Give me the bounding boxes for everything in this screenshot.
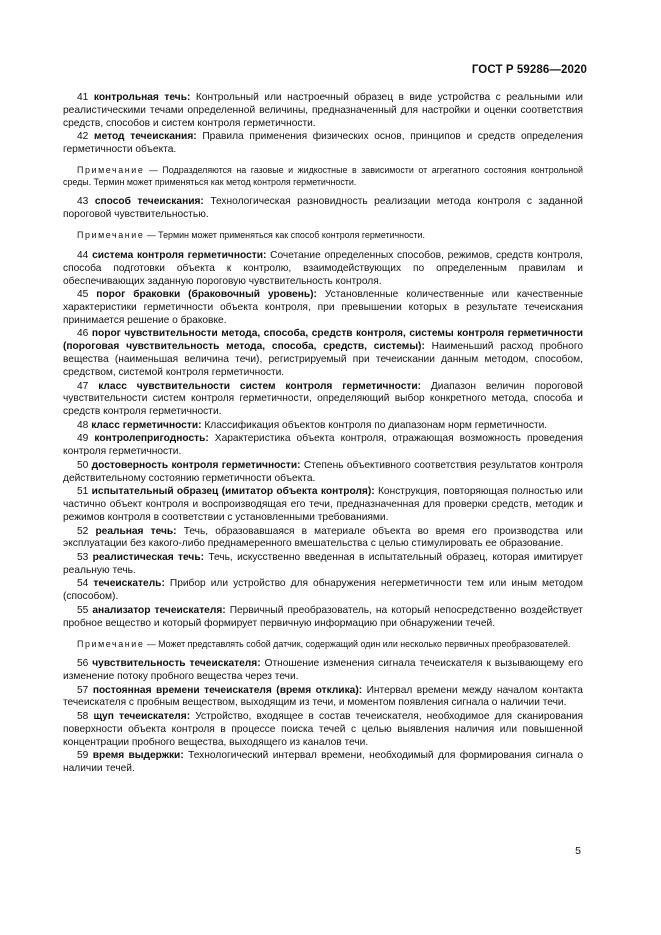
note (63, 165, 583, 188)
term-number: 44 (77, 249, 89, 261)
term-entry (63, 526, 583, 552)
document-header: ГОСТ Р 59286—2020 (471, 64, 587, 76)
term-definition: Сочетание определенных способов, режимов, средств контроля, способа подготовки объекта к контролю, взаимодействующих по определенным правилам и обеспечивающих заданную пороговую чувствительность контроля. (63, 249, 583, 287)
term-number: 52 (77, 525, 89, 537)
term-entry (63, 578, 583, 604)
term-number: 45 (77, 289, 89, 301)
term-definition: Диапазон величин пороговой чувствительности систем контроля герметичности, определяющий выбор конкретного метода, способа и средств контроля герметичности. (63, 380, 583, 418)
term-number: 43 (77, 196, 89, 208)
term-name: чувствительность течеискателя: (92, 658, 261, 670)
term-entry (63, 685, 583, 711)
term-entry (63, 552, 583, 578)
note-label: Примечание (77, 638, 145, 649)
term-definition: Устройство, входящее в состав течеискателя, необходимое для сканирования поверхности объекта контроля в процессе поиска течей с целью выявления наличия или повышенной концентрации пробного вещества, выходящего из каналов течи. (63, 710, 583, 748)
term-definition: Конструкция, повторяющая полностью или частично объект контроля и воспроизводящая его течи, предназначенная для проверки средств, методик и режимов контроля в соответствии с установленными требованиями. (63, 486, 583, 523)
term-name: анализатор течеискателя: (92, 604, 226, 616)
term-entry (63, 460, 583, 486)
term-number: 50 (77, 459, 89, 471)
term-definition: Установленные количественные или качественные характеристики герметичности объекта контроля, при превышении которых в результате течеискания принимается решение о браковке. (63, 289, 583, 326)
term-definition: Прибор или устройство для обнаружения негерметичности тем или иным методом (способом). (63, 578, 583, 603)
term-entry (63, 289, 583, 328)
term-name: щуп течеискателя: (93, 710, 191, 722)
term-name: порог браковки (браковочный уровень): (96, 289, 317, 301)
term-number: 46 (77, 328, 89, 340)
term-entry (63, 328, 583, 380)
term-name: система контроля герметичности: (92, 249, 267, 261)
term-number: 48 (77, 419, 89, 431)
term-entry (63, 486, 583, 525)
term-number: 42 (77, 131, 89, 143)
term-name: время выдержки: (92, 750, 184, 762)
term-number: 49 (77, 433, 89, 445)
term-entry (63, 196, 583, 222)
note-text: — Может представлять собой датчик, содержащий один или несколько первичных преобразователей. (146, 638, 571, 649)
term-definition: Интервал времени между началом контакта течеискателя с пробным веществом, выходящим из течи, и моментом появления сигнала о наличии течи. (63, 684, 583, 709)
term-number: 51 (77, 486, 89, 498)
note (63, 639, 583, 651)
term-number: 59 (77, 750, 89, 762)
term-name: достоверность контроля герметичности: (91, 459, 301, 471)
term-name: способ течеискания: (94, 196, 204, 208)
term-name: порог чувствительности метода, способа, средств контроля, системы контроля герметичности (пороговая чувствительность метода, способа, средств, системы): (63, 328, 583, 353)
term-definition: Степень объективного соответствия результатов контроля действительному состоянию герметичности объекта. (63, 459, 584, 484)
note-text: — Термин может применяться как способ контроля герметичности. (146, 230, 425, 241)
term-name: реалистическая течь: (92, 551, 204, 563)
term-number: 58 (77, 710, 89, 722)
term-definition: Наименьший расход пробного вещества (наименьшая величина течи), регистрируемый при течеискании данным методом, способом, средством, системой контроля герметичности. (63, 341, 583, 379)
note-label: Примечание (77, 230, 145, 241)
term-definition: Течь, искусственно введенная в испытательный образец, которая имитирует реальную течь. (63, 551, 583, 576)
page-number: 5 (575, 845, 581, 857)
note-text: — Подразделяются на газовые и жидкостные в зависимости от агрегатного состояния контрольной среды. Термин может применяться как метод контроля герметичности. (63, 165, 584, 187)
term-definition: Отношение изменения сигнала течеискателя к вызывающему его изменение потоку пробного вещества через течи. (63, 658, 583, 683)
term-number: 56 (77, 658, 89, 670)
term-definition: Течь, образовавшаяся в материале объекта во время его производства или эксплуатации без какого-либо преднамеренного вмешательства с целью стимулировать ее образование. (63, 525, 583, 550)
term-definition: Технологическая разновидность реализации метода контроля с заданной пороговой чувствительностью. (63, 196, 583, 221)
term-definition: Характеристика объекта контроля, отражающая возможность проведения контроля герметичности. (63, 433, 583, 458)
term-definition: Контрольный или настроечный образец в виде устройства с реальными или реалистическими течами определенной величины, предназначенный для настройки и оценки соответствия средств, способов и систем контроля герметичности. (63, 92, 583, 129)
term-entry (63, 433, 583, 459)
term-entry (63, 658, 583, 684)
term-name: течеискатель: (93, 578, 165, 590)
term-entry (63, 420, 583, 433)
term-name: метод течеискания: (94, 131, 197, 143)
term-definition: Технологический интервал времени, необходимый для формирования сигнала о наличии течей. (63, 750, 583, 775)
term-name: испытательный образец (имитатор объекта контроля): (91, 486, 375, 498)
term-entry (63, 381, 583, 420)
term-entry (63, 711, 583, 750)
term-number: 47 (77, 380, 89, 392)
term-entry (63, 750, 583, 776)
term-entry (63, 605, 583, 631)
term-name: контрольная течь: (93, 92, 191, 103)
term-definition: Правила применения физических основ, принципов и средств определения герметичности объекта. (63, 131, 583, 156)
term-definition: Первичный преобразователь, на который непосредственно воздействует пробное вещество и который формирует первичную информацию при обнаружении течей. (63, 604, 583, 629)
term-entry (63, 92, 583, 131)
term-name: класс герметичности: (91, 419, 202, 431)
term-name: постоянная времени течеискателя (время отклика): (92, 684, 363, 696)
term-definition: Классификация объектов контроля по диапазонам норм герметичности. (204, 419, 548, 431)
term-name: реальная течь: (95, 525, 177, 537)
term-number: 55 (77, 604, 89, 616)
term-number: 41 (77, 92, 89, 103)
term-entry (63, 131, 583, 157)
term-name: класс чувствительности систем контроля герметичности: (98, 380, 422, 392)
note (63, 230, 583, 242)
term-name: контролепригодность: (94, 433, 209, 445)
note-label: Примечание (77, 165, 145, 176)
term-number: 57 (77, 684, 89, 696)
term-number: 53 (77, 551, 89, 563)
term-number: 54 (77, 578, 89, 590)
term-entry (63, 250, 583, 289)
terms-list (63, 92, 583, 777)
